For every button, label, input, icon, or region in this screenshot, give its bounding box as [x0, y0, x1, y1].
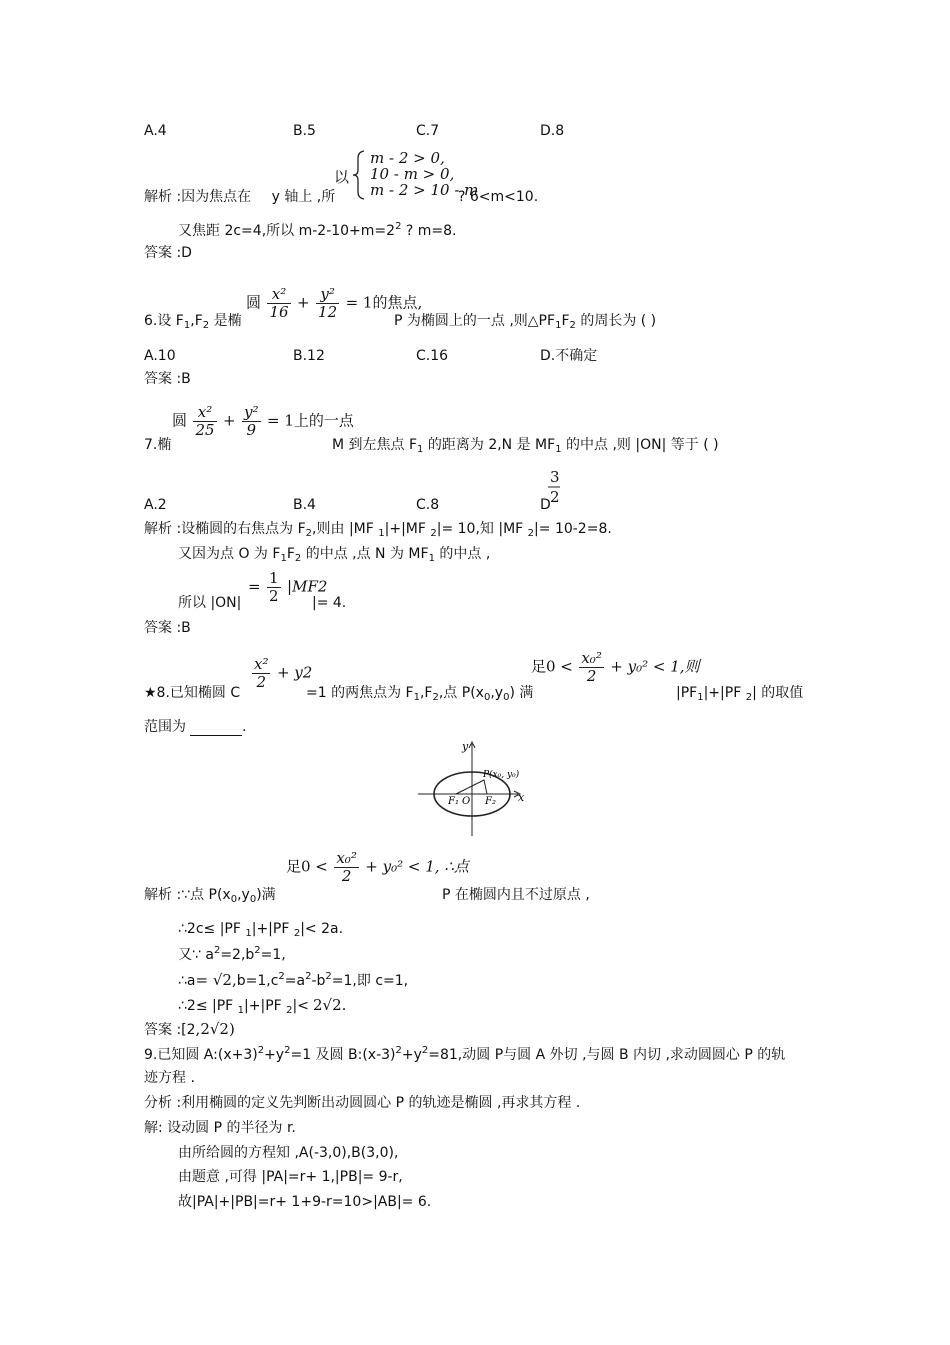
q5-option-c: C.7 — [416, 123, 440, 139]
q5-analysis-b: y 轴上 ,所 — [271, 189, 336, 205]
q7-stem-f: 的中点 ,则 |ON| 等于 ( ) — [561, 437, 719, 453]
q9-stem1a: 9.已知圆 A:(x+3) — [144, 1047, 258, 1063]
q8-l3-sup-1: 2 — [213, 945, 221, 956]
q7-option-d-num: 3 — [550, 468, 560, 486]
q8-l5e: |< — [292, 998, 309, 1014]
q6-plus: + — [297, 293, 310, 312]
q8-stem-mid — [306, 684, 533, 702]
q8-stem-p: 范围为 — [144, 719, 186, 735]
q8-an-e: )满 — [256, 887, 276, 903]
q8-an-sub-2: 0 — [249, 894, 257, 905]
q7-an-sub-7: 1 — [428, 553, 435, 564]
q8-cond-frac — [579, 650, 604, 685]
q8-l2-sub-1: 1 — [245, 928, 252, 939]
q5-analysis-a: 解析 :因为焦点在 — [144, 189, 252, 205]
q5-brace — [352, 150, 366, 200]
q8-l5a: ∴2≤ |PF — [178, 998, 238, 1014]
q7-analysis-1 — [144, 520, 612, 538]
q6-option-c: C.16 — [416, 348, 449, 364]
q5-yi: 以 — [334, 168, 350, 186]
q8-c-den: 2 — [256, 673, 267, 691]
q6-frac-x — [267, 286, 290, 321]
q8-cond-prefix: 足0 < — [531, 657, 573, 676]
q8-l2e: |< 2a. — [300, 921, 344, 937]
q7-an-sub-6: 2 — [294, 553, 302, 564]
q7-sub-1: 1 — [417, 444, 424, 455]
q7-num2: y² — [244, 403, 259, 421]
q9-sup-2: 2 — [284, 1045, 291, 1056]
q8-l4c: b=1,c — [236, 973, 279, 989]
q8-l2-sub-2: 2 — [293, 928, 301, 939]
q9-stem1c: +y — [264, 1047, 285, 1063]
q8-c-num: x² — [254, 655, 269, 673]
q8-fig-label-y: y — [462, 740, 469, 753]
q6-option-b: B.12 — [293, 348, 325, 364]
q9-stem-line1 — [144, 1046, 785, 1064]
q5-sys-row-1: m - 2 > 0, — [370, 149, 445, 167]
q5-analysis-c: ? 6<m<10. — [458, 189, 539, 205]
q7-stem — [332, 436, 719, 454]
q8-c-frac — [252, 656, 270, 691]
q8-an-line2 — [178, 920, 343, 938]
q7-analysis-3-label: 所以 |ON| — [178, 595, 242, 611]
q9-step-1: 由所给圆的方程知 ,A(-3,0),B(3,0), — [178, 1145, 399, 1161]
q8-an-line1 — [144, 886, 276, 904]
q8-an-cond-formula — [286, 850, 469, 885]
q8-l4e: =a — [284, 973, 306, 989]
q7-an-3mf: |MF2 — [287, 577, 328, 596]
q8-an-c: ,y — [237, 887, 250, 903]
q8-stem-h: ,y — [490, 685, 504, 701]
q8-l4-sup-1: 2 — [278, 971, 285, 982]
q8-stem-a: ★8.已知椭圆 C — [144, 685, 241, 701]
q8-an-cond-den: 2 — [341, 867, 352, 885]
q8-sub-6: 2 — [745, 692, 753, 703]
q8-sub-1: 1 — [413, 692, 420, 703]
q7-stem-d: 的距离为 2,N 是 MF — [423, 437, 556, 453]
q8-c-tail: + y2 — [276, 663, 313, 682]
q8-l4i: =1,即 c=1, — [331, 973, 409, 989]
q8-fig-label-f2: F₂ — [485, 796, 496, 807]
q7-option-c: C.8 — [416, 497, 440, 513]
q8-cond-formula — [531, 650, 700, 685]
q8-stem-j: ) 满 — [509, 685, 534, 701]
q8-sub-3: 0 — [483, 692, 491, 703]
q7-an-sub-4: 2 — [527, 528, 535, 539]
q6-num1: x² — [267, 286, 290, 304]
q5-option-a: A.4 — [144, 123, 167, 139]
q8-fig-label-o: O — [462, 796, 471, 807]
q8-ellipse-figure — [414, 738, 534, 838]
q7-plus: + — [223, 411, 236, 430]
q7-formula-suffix: = 1上的一点 — [267, 411, 354, 430]
q9-step-2: 由题意 ,可得 |PA|=r+ 1,|PB|= 9-r, — [178, 1169, 403, 1185]
q8-stem-o: | 的取值 — [752, 685, 804, 701]
q7-an-sub-2: 1 — [378, 528, 385, 539]
q8-l2a: ∴2c≤ |PF — [178, 921, 246, 937]
q6-stem-c: ,F — [190, 313, 203, 329]
q7-an-2a: 又因为点 O 为 F — [178, 546, 281, 562]
q8-fig-label-x: x — [518, 791, 525, 804]
q7-an-2c: F — [286, 546, 295, 562]
q9-solution: 解: 设动圆 P 的半径为 r. — [144, 1120, 296, 1136]
q8-an-a: 解析 :∵点 P(x — [144, 887, 231, 903]
q8-an-cond-num: x₀² — [336, 849, 357, 867]
q7-formula — [172, 404, 354, 439]
q5-sys-row-3: m - 2 > 10 - m — [370, 181, 479, 199]
q8-stem-q: . — [242, 719, 247, 735]
q7-num1: x² — [193, 404, 216, 422]
q8-l5-sub-1: 1 — [237, 1005, 245, 1016]
q8-l4-sup-2: 2 — [305, 971, 312, 982]
q7-an-3den: 2 — [269, 587, 279, 605]
q6-stem-right — [394, 312, 656, 330]
q7-den1: 25 — [195, 421, 215, 439]
q8-cond-den: 2 — [586, 667, 597, 685]
q8-l5-sub-2: 2 — [286, 1005, 293, 1016]
q8-l3a: 又∵ a — [178, 947, 214, 963]
q9-stem1g: +y — [401, 1047, 422, 1063]
q7-stem-b: M 到左焦点 F — [332, 437, 418, 453]
q6-stem — [144, 312, 242, 330]
q8-fig-label-f1: F₁ — [448, 796, 459, 807]
q6-sub-4: 2 — [569, 320, 576, 331]
q7-an-sub-1: 2 — [305, 528, 313, 539]
q6-frac-y — [316, 286, 339, 321]
q8-an-cond-frac — [334, 850, 359, 885]
q5-line2-b: ? m=8. — [405, 223, 457, 239]
q7-option-d-frac-bar — [547, 486, 561, 489]
q8-sub-2: 2 — [432, 692, 439, 703]
q8-l3c: =2,b — [220, 947, 255, 963]
q7-an-1c: ,则由 |MF — [312, 521, 379, 537]
q8-l3e: =1, — [260, 947, 286, 963]
q5-line2-a: 又焦距 2c=4,所以 m-2-10+m=2 — [178, 223, 396, 239]
q5-line2-sup: 2 — [395, 221, 402, 232]
q5-option-b: B.5 — [293, 123, 316, 139]
q8-l3-sup-2: 2 — [254, 945, 261, 956]
q8-cond-tail: + y₀² < 1,则 — [610, 657, 700, 676]
q9-stem1e: =1 及圆 B:(x-3) — [290, 1047, 396, 1063]
q7-analysis-2 — [178, 545, 490, 563]
q6-answer: 答案 :B — [144, 371, 191, 387]
q9-sup-1: 2 — [257, 1045, 265, 1056]
q8-l5c: |+|PF — [244, 998, 287, 1014]
q5-sys-row-2: 10 - m > 0, — [370, 165, 455, 183]
q8-stem-end — [676, 684, 803, 702]
q7-option-a: A.2 — [144, 497, 167, 513]
q7-option-d: D — [540, 497, 551, 513]
q7-an-2e: 的中点 ,点 N 为 MF — [301, 546, 429, 562]
q6-sub-1: 1 — [183, 320, 191, 331]
q8-fig-label-p: P(x₀, y₀) — [483, 770, 520, 780]
q5-line2 — [178, 222, 457, 240]
q9-step-3: 故|PA|+|PB|=r+ 1+9-r=10>|AB|= 6. — [178, 1194, 432, 1210]
q8-answer-blank[interactable] — [190, 721, 242, 736]
q6-option-a: A.10 — [144, 348, 176, 364]
q9-analysis: 分析 :利用椭圆的定义先判断出动圆圆心 P 的轨迹是椭圆 ,再求其方程 . — [144, 1095, 581, 1111]
q7-option-b: B.4 — [293, 497, 316, 513]
q8-stem-d: ,F — [419, 685, 433, 701]
q7-an-sub-5: 1 — [280, 553, 287, 564]
q6-stem-f: P 为椭圆上的一点 ,则△PF — [394, 313, 556, 329]
q5-option-d: D.8 — [540, 123, 565, 139]
q7-an-1e: |+|MF — [384, 521, 431, 537]
q8-ans-a: 答案 :[2 — [144, 1022, 196, 1038]
q7-answer: 答案 :B — [144, 620, 191, 636]
q8-l5f: 2√2. — [312, 996, 347, 1014]
q8-c-formula — [250, 656, 312, 691]
q6-stem-a: 6.设 F — [144, 313, 184, 329]
q8-l2c: |+|PF — [251, 921, 294, 937]
q6-sub-3: 1 — [555, 320, 562, 331]
q7-frac-y — [242, 404, 261, 439]
q8-sub-4: 0 — [503, 692, 510, 703]
q7-stem-left: 7.椭 — [144, 437, 172, 453]
q8-an-cond-tail: + y₀² < 1, ∴点 — [365, 857, 469, 876]
q8-an-f: P 在椭圆内且不过原点 , — [442, 887, 590, 903]
q8-stem-m: |+|PF — [703, 685, 746, 701]
q5-analysis-start — [144, 188, 335, 206]
q8-stem-b: =1 的两焦点为 F — [306, 685, 414, 701]
q6-stem-h: F — [561, 313, 570, 329]
q7-an-1g: |= 10,知 |MF — [436, 521, 528, 537]
q8-l4g: -b — [311, 973, 326, 989]
q7-option-d-den: 2 — [550, 488, 560, 506]
q8-stem-f: ,点 P(x — [438, 685, 484, 701]
q6-formula-suffix: = 1的焦点, — [345, 293, 423, 312]
q7-formula-prefix: 圆 — [172, 411, 188, 430]
q6-stem-e: 是椭 — [209, 313, 242, 329]
q8-stem-line2 — [144, 718, 246, 736]
q7-an-2g: 的中点 , — [434, 546, 491, 562]
q7-den2: 9 — [246, 421, 257, 439]
q8-l4-sup-3: 2 — [325, 971, 332, 982]
q9-sup-4: 2 — [421, 1045, 429, 1056]
q8-an-line5 — [178, 996, 346, 1015]
q8-l4b: = √2, — [195, 971, 237, 989]
q7-frac-x — [193, 404, 216, 439]
q7-an-3num: 1 — [269, 569, 279, 587]
q8-l4a: ∴a — [178, 973, 196, 989]
q7-an-3frac — [267, 570, 281, 605]
q7-an-1i: |= 10-2=8. — [534, 521, 612, 537]
q7-an-sub-3: 2 — [430, 528, 437, 539]
q6-option-d: D.不确定 — [540, 348, 598, 364]
q7-an-1a: 解析 :设椭圆的右焦点为 F — [144, 521, 306, 537]
q6-den2: 12 — [318, 303, 338, 321]
q9-sup-3: 2 — [395, 1045, 402, 1056]
q6-formula-prefix: 圆 — [246, 293, 262, 312]
q8-an-line4 — [178, 971, 408, 990]
q8-an-line3 — [178, 946, 286, 964]
q8-an-cond-prefix: 足0 < — [286, 857, 328, 876]
q5-answer: 答案 :D — [144, 245, 192, 261]
q6-num2: y² — [316, 286, 339, 304]
q8-ans-b: ,2√2) — [195, 1020, 235, 1038]
q7-an-3eq: = — [248, 577, 261, 596]
q8-sub-5: 1 — [697, 692, 704, 703]
q6-den1: 16 — [269, 303, 289, 321]
q8-cond-num: x₀² — [581, 649, 602, 667]
q8-answer — [144, 1020, 235, 1039]
q6-stem-j: 的周长为 ( ) — [575, 313, 657, 329]
q7-analysis-3-end: |= 4. — [312, 595, 347, 611]
q9-stem-line2: 迹方程 . — [144, 1070, 195, 1086]
q6-sub-2: 2 — [202, 320, 210, 331]
q8-an-sub-1: 0 — [230, 894, 238, 905]
q9-stem1i: =81,动圆 P与圆 A 外切 ,与圆 B 内切 ,求动圆圆心 P 的轨 — [428, 1047, 786, 1063]
q7-sub-2: 1 — [555, 444, 562, 455]
q8-stem-k: |PF — [676, 685, 698, 701]
